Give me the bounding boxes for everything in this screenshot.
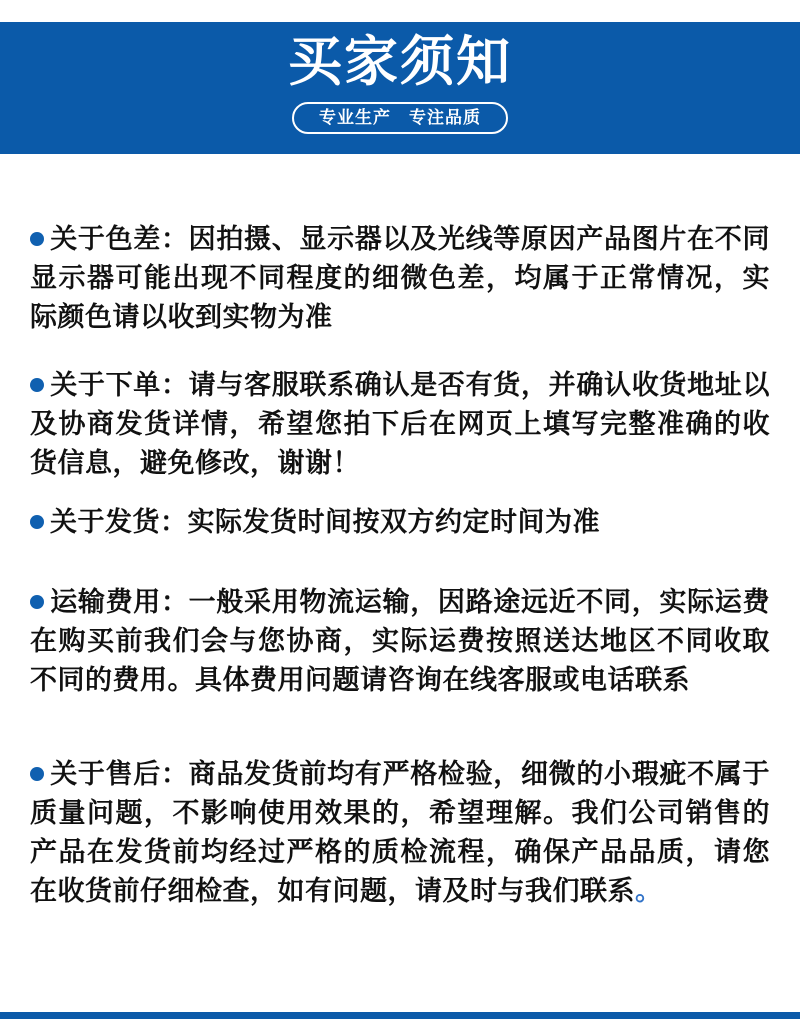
notice-item-freight-cost bbox=[30, 583, 770, 700]
bullet-icon bbox=[30, 767, 44, 781]
bullet-icon bbox=[30, 232, 44, 246]
notice-list bbox=[0, 220, 800, 911]
notice-item-after-sales bbox=[30, 755, 770, 911]
header-badge-label: 专业生产 专注品质 bbox=[319, 108, 481, 127]
notice-text: 因拍摄、显示器以及光线等原因产品图片在不同显示器可能出现不同程度的细微色差，均属于正常情况，实际颜色请以收到实物为准 bbox=[30, 224, 771, 332]
notice-text: 商品发货前均有严格检验，细微的小瑕疵不属于质量问题，不影响使用效果的，希望理解。我们公司销售的产品在发货前均经过严格的质检流程，确保产品品质，请您在收货前仔细检查，如有问题，请及时与我们联系 bbox=[30, 759, 771, 906]
notice-text: 实际发货时间按双方约定时间为准 bbox=[187, 507, 600, 537]
notice-label: 关于色差： bbox=[50, 224, 189, 254]
bullet-icon bbox=[30, 515, 44, 529]
notice-label: 关于发货： bbox=[50, 507, 188, 537]
page-title: 买家须知 bbox=[288, 32, 512, 92]
notice-label: 运输费用： bbox=[50, 587, 189, 617]
buyer-notice-page bbox=[0, 22, 800, 911]
bullet-icon bbox=[30, 378, 44, 392]
header-banner bbox=[0, 22, 800, 154]
notice-text: 请与客服联系确认是否有货，并确认收货地址以及协商发货详情，希望您拍下后在网页上填写完整准确的收货信息，避免修改，谢谢！ bbox=[30, 370, 771, 478]
notice-item-color-difference bbox=[30, 220, 770, 337]
notice-label: 关于下单： bbox=[50, 370, 189, 400]
header-badge bbox=[292, 102, 508, 134]
footer-divider-bar bbox=[0, 1012, 800, 1019]
notice-text: 一般采用物流运输，因路途远近不同，实际运费在购买前我们会与您协商，实际运费按照送达地区不同收取不同的费用。具体费用问题请咨询在线客服或电话联系 bbox=[30, 587, 771, 695]
notice-item-shipping bbox=[30, 503, 770, 542]
notice-item-ordering bbox=[30, 366, 770, 483]
notice-period: 。 bbox=[635, 876, 663, 906]
bullet-icon bbox=[30, 595, 44, 609]
notice-label: 关于售后： bbox=[50, 759, 189, 789]
